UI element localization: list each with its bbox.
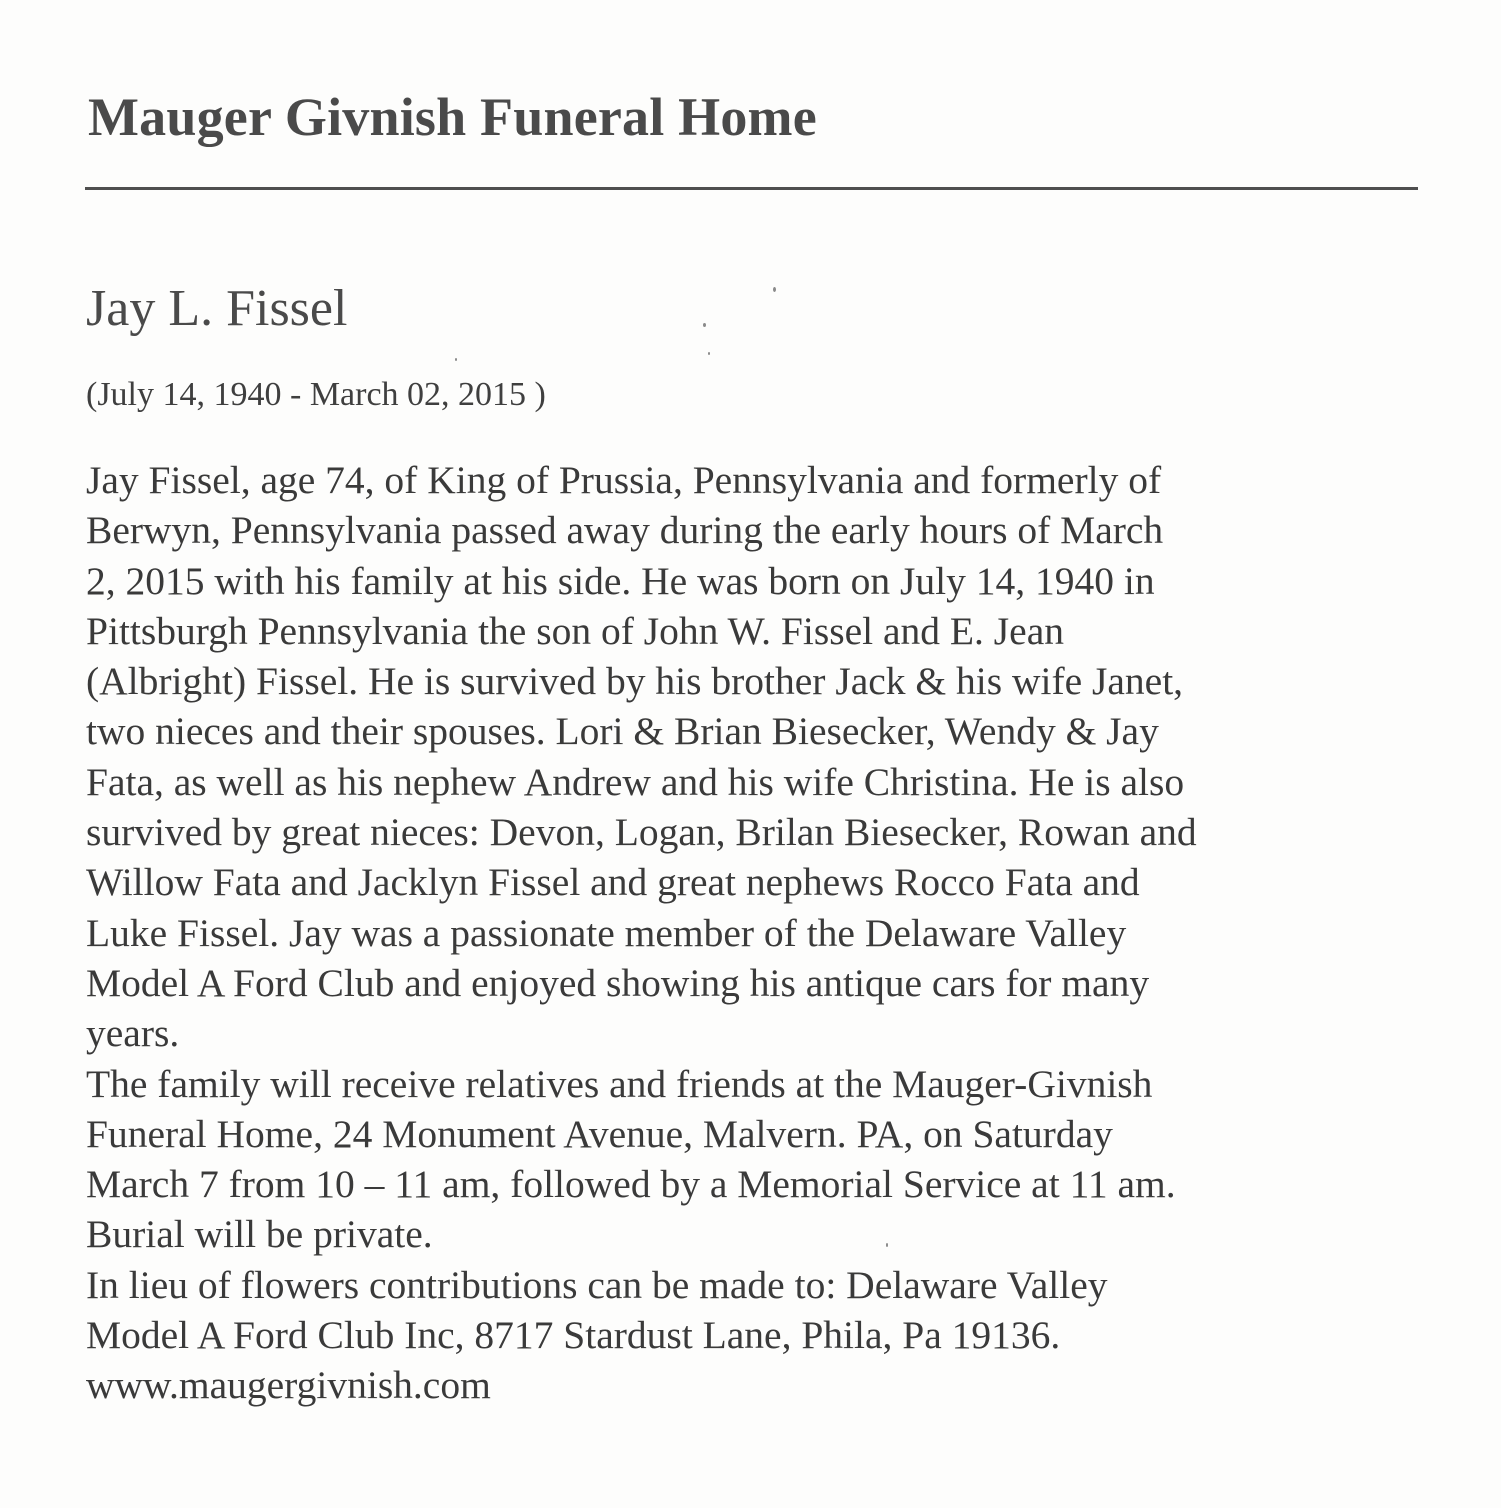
scan-speck: [703, 323, 706, 327]
obituary-body: [86, 455, 1446, 1411]
body-line: Burial will be private.: [86, 1212, 433, 1257]
body-line: Funeral Home, 24 Monument Avenue, Malvern. PA, on Saturday: [86, 1111, 1113, 1156]
body-line: Pittsburgh Pennsylvania the son of John W. Fissel and E. Jean: [86, 608, 1064, 653]
body-line: March 7 from 10 – 11 am, followed by a Memorial Service at 11 am.: [86, 1162, 1176, 1207]
body-line: years.: [86, 1011, 180, 1056]
body-line: Jay Fissel, age 74, of King of Prussia, Pennsylvania and formerly of: [86, 458, 1162, 502]
body-line: In lieu of flowers contributions can be made to: Delaware Valley: [86, 1262, 1108, 1307]
website-link: www.maugergivnish.com: [86, 1363, 491, 1408]
scan-speck: [708, 352, 710, 355]
life-dates: (July 14, 1940 - March 02, 2015 ): [86, 376, 546, 413]
body-line: (Albright) Fissel. He is survived by his brother Jack & his wife Janet,: [86, 659, 1184, 704]
scan-speck: [886, 1243, 888, 1247]
body-line: Model A Ford Club Inc, 8717 Stardust Lane, Phila, Pa 19136.: [86, 1313, 1061, 1358]
body-line: 2, 2015 with his family at his side. He was born on July 14, 1940 in: [86, 558, 1155, 603]
funeral-home-title: Mauger Givnish Funeral Home: [88, 87, 817, 147]
scan-speck: [773, 287, 776, 292]
header-divider: [85, 187, 1418, 190]
body-line: Willow Fata and Jacklyn Fissel and great nephews Rocco Fata and: [86, 860, 1140, 905]
body-line: Luke Fissel. Jay was a passionate member of the Delaware Valley: [86, 910, 1127, 955]
body-line: two nieces and their spouses. Lori & Brian Biesecker, Wendy & Jay: [86, 709, 1159, 754]
body-line: Fata, as well as his nephew Andrew and his wife Christina. He is also: [86, 759, 1185, 804]
body-line: The family will receive relatives and friends at the Mauger-Givnish: [86, 1061, 1153, 1106]
body-line: survived by great nieces: Devon, Logan, Brilan Biesecker, Rowan and: [86, 810, 1197, 855]
scan-speck: [455, 358, 457, 361]
body-line: Model A Ford Club and enjoyed showing his antique cars for many: [86, 960, 1150, 1005]
deceased-name: Jay L. Fissel: [86, 280, 348, 337]
body-line: Berwyn, Pennsylvania passed away during the early hours of March: [86, 508, 1164, 553]
